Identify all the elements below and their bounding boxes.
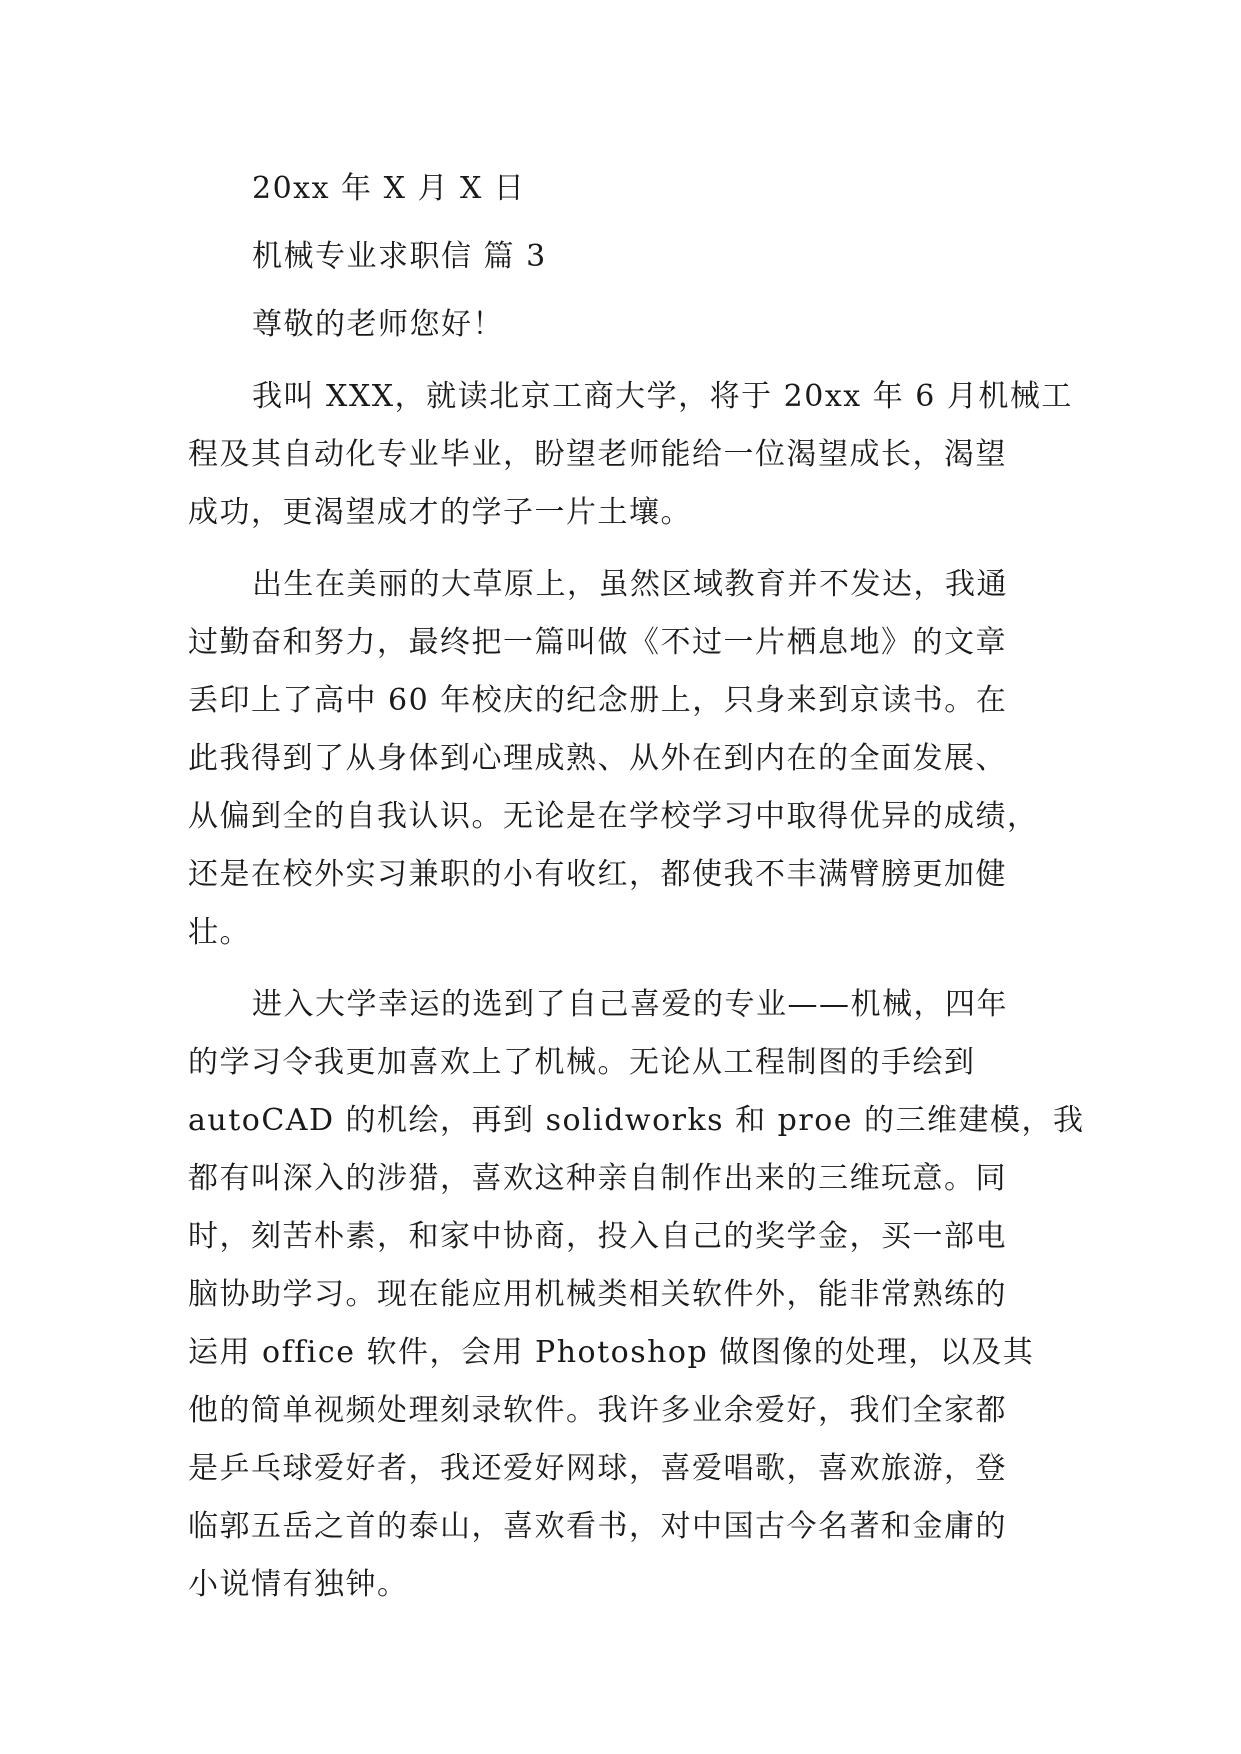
paragraph-line: 还是在校外实习兼职的小有收红，都使我不丰满臂膀更加健 — [188, 857, 1007, 892]
paragraph-line: 脑协助学习。现在能应用机械类相关软件外，能非常熟练的 — [188, 1277, 1007, 1312]
paragraph-line: 出生在美丽的大草原上，虽然区域教育并不发达，我通 — [252, 567, 1008, 602]
document-page — [188, 160, 1085, 1614]
paragraph-line: 丢印上了高中 60 年校庆的纪念册上，只身来到京读书。在 — [188, 683, 1008, 718]
paragraph-line: 此我得到了从身体到心理成熟、从外在到内在的全面发展、 — [188, 741, 1007, 776]
paragraph-line: 小说情有独钟。 — [188, 1567, 409, 1602]
paragraph-line: 成功，更渴望成才的学子一片土壤。 — [188, 495, 692, 530]
paragraph-line: 过勤奋和努力，最终把一篇叫做《不过一片栖息地》的文章 — [188, 625, 1007, 660]
date-line: 20xx 年 X 月 X 日 — [252, 171, 526, 206]
paragraph-line: 从偏到全的自我认识。无论是在学校学习中取得优异的成绩， — [188, 799, 1039, 834]
paragraph-line: 程及其自动化专业毕业，盼望老师能给一位渴望成长，渴望 — [188, 437, 1007, 472]
paragraph-line: autoCAD 的机绘，再到 solidworks 和 proe 的三维建模，我 — [188, 1103, 1085, 1138]
paragraph-line: 我叫 XXX，就读北京工商大学，将于 20xx 年 6 月机械工 — [252, 379, 1073, 414]
paragraph-line: 是乒乓球爱好者，我还爱好网球，喜爱唱歌，喜欢旅游，登 — [188, 1451, 1007, 1486]
paragraph-1 — [188, 368, 1073, 542]
paragraph-line: 都有叫深入的涉猎，喜欢这种亲自制作出来的三维玩意。同 — [188, 1161, 1007, 1196]
paragraph-line: 进入大学幸运的选到了自己喜爱的专业——机械，四年 — [252, 987, 1008, 1022]
paragraph-line: 临郭五岳之首的泰山，喜欢看书，对中国古今名著和金庸的 — [188, 1509, 1007, 1544]
paragraph-line: 时，刻苦朴素，和家中协商，投入自己的奖学金，买一部电 — [188, 1219, 1007, 1254]
paragraph-3 — [188, 976, 1085, 1614]
paragraph-line: 壮。 — [188, 915, 251, 950]
paragraph-2 — [188, 556, 1058, 962]
paragraph-line: 他的简单视频处理刻录软件。我许多业余爱好，我们全家都 — [188, 1393, 1007, 1428]
paragraph-line: 的学习令我更加喜欢上了机械。无论从工程制图的手绘到 — [188, 1045, 976, 1080]
paragraph-line: 运用 office 软件，会用 Photoshop 做图像的处理，以及其 — [188, 1335, 1035, 1370]
letter-title: 机械专业求职信 篇 3 — [252, 239, 547, 274]
salutation: 尊敬的老师您好！ — [252, 307, 504, 342]
